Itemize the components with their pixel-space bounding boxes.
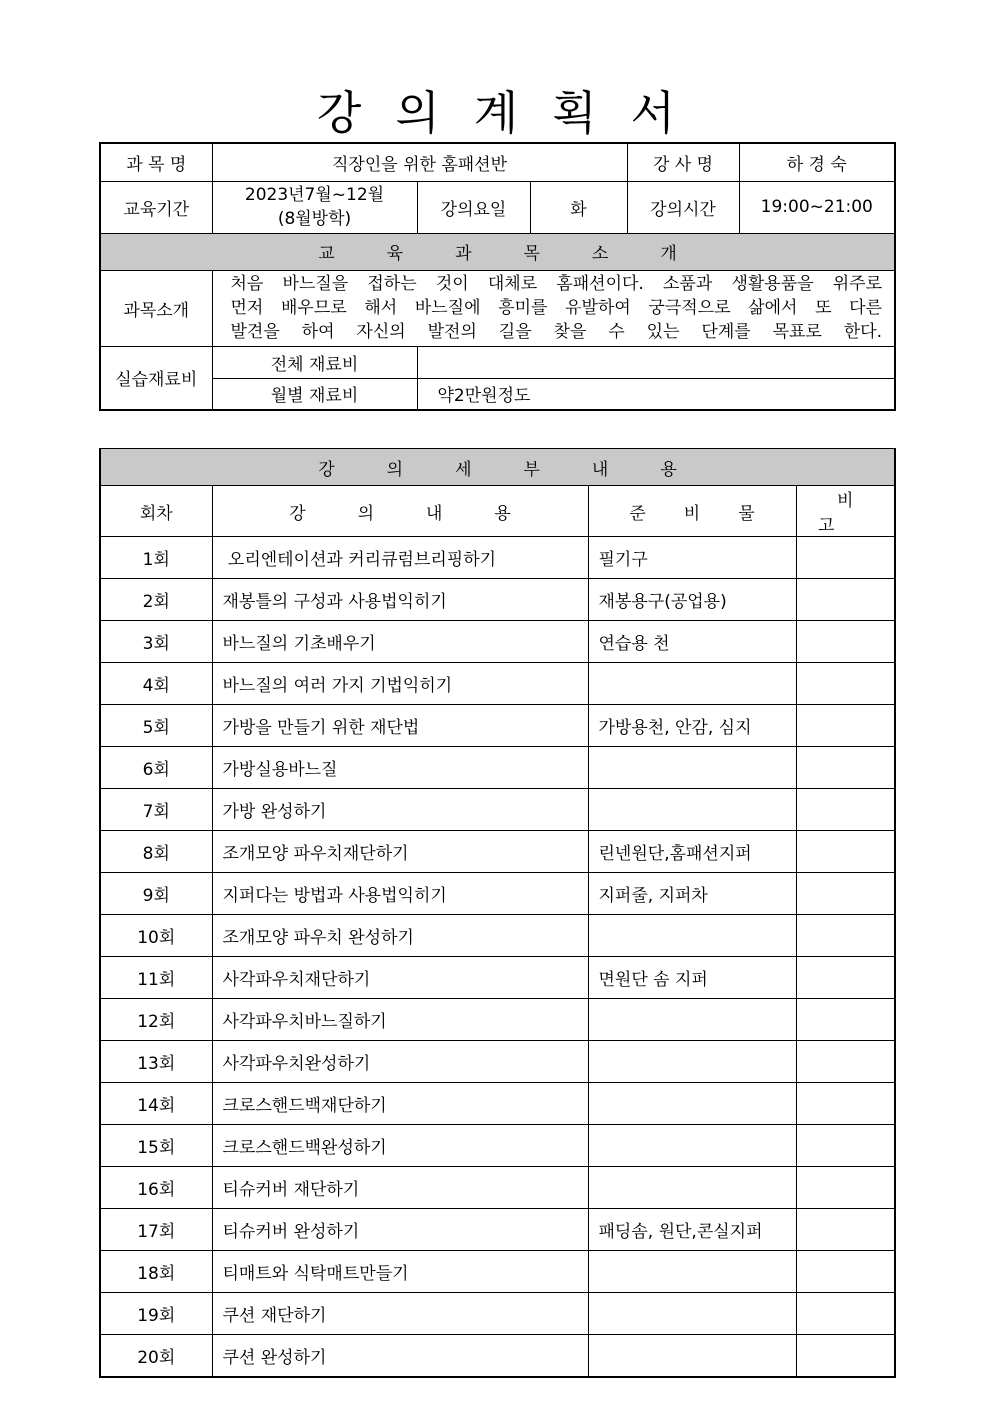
col-prep-header [588, 486, 796, 537]
time-value: 19:00~21:00 [739, 181, 895, 233]
round-cell: 4회 [100, 663, 212, 705]
content-cell: 조개모양 파우치 완성하기 [212, 915, 588, 957]
content-cell: 쿠션 재단하기 [212, 1293, 588, 1335]
table-row [100, 1251, 895, 1293]
content-cell: 티매트와 식탁매트만들기 [212, 1251, 588, 1293]
note-cell [796, 1335, 895, 1377]
round-cell: 5회 [100, 705, 212, 747]
round-cell: 8회 [100, 831, 212, 873]
table-row [100, 705, 895, 747]
note-cell [796, 663, 895, 705]
prep-cell: 패딩솜, 원단,콘실지퍼 [588, 1209, 796, 1251]
content-cell: 가방을 만들기 위한 재단법 [212, 705, 588, 747]
content-cell: 가방 완성하기 [212, 789, 588, 831]
note-cell [796, 747, 895, 789]
note-cell [796, 579, 895, 621]
table-row [100, 621, 895, 663]
lecture-detail-table [99, 448, 896, 1378]
round-cell: 6회 [100, 747, 212, 789]
intro-section-header-text: 교육과목소개 [318, 244, 729, 264]
content-cell: 쿠션 완성하기 [212, 1335, 588, 1377]
prep-cell [588, 1293, 796, 1335]
teacher-value: 하 경 숙 [739, 143, 895, 181]
prep-cell [588, 1251, 796, 1293]
intro-label: 과목소개 [100, 270, 212, 346]
round-cell: 7회 [100, 789, 212, 831]
round-cell: 10회 [100, 915, 212, 957]
prep-cell [588, 1335, 796, 1377]
col-content-header [212, 486, 588, 537]
round-cell: 17회 [100, 1209, 212, 1251]
table-row [100, 957, 895, 999]
course-name-value: 직장인을 위한 홈패션반 [212, 143, 627, 181]
prep-cell: 재봉용구(공업용) [588, 579, 796, 621]
round-cell: 20회 [100, 1335, 212, 1377]
prep-cell [588, 747, 796, 789]
prep-cell: 가방용천, 안감, 심지 [588, 705, 796, 747]
period-line-2: (8월방학) [277, 209, 352, 229]
table-row [100, 747, 895, 789]
round-cell: 14회 [100, 1083, 212, 1125]
note-cell [796, 1167, 895, 1209]
prep-cell [588, 915, 796, 957]
intro-text [212, 270, 895, 346]
intro-line-3: 발견을 하여 자신의 발전의 길을 찾을 수 있는 단계를 목표로 한다. [230, 322, 883, 342]
intro-line-1: 처음 바느질을 접하는 것이 대체로 홈패션이다. 소품과 생활용품을 위주로 [230, 274, 883, 294]
intro-section-header [100, 233, 895, 270]
prep-cell [588, 1167, 796, 1209]
col-note-header [796, 486, 895, 537]
prep-cell: 린넨원단,홈패션지퍼 [588, 831, 796, 873]
table-row [100, 1293, 895, 1335]
content-cell: 사각파우치재단하기 [212, 957, 588, 999]
note-cell [796, 705, 895, 747]
round-cell: 15회 [100, 1125, 212, 1167]
day-value: 화 [530, 181, 627, 233]
table-row [100, 579, 895, 621]
note-cell [796, 1083, 895, 1125]
materials-total-label: 전체 재료비 [212, 346, 417, 378]
round-cell: 2회 [100, 579, 212, 621]
prep-cell [588, 1125, 796, 1167]
table-row [100, 1209, 895, 1251]
detail-section-header-text: 강의세부내용 [318, 459, 729, 480]
prep-cell [588, 663, 796, 705]
round-cell: 13회 [100, 1041, 212, 1083]
round-cell: 3회 [100, 621, 212, 663]
period-line-1: 2023년7월~12월 [244, 185, 385, 205]
note-cell [796, 999, 895, 1041]
prep-cell [588, 1041, 796, 1083]
round-cell: 19회 [100, 1293, 212, 1335]
content-cell: 크로스핸드백완성하기 [212, 1125, 588, 1167]
note-cell [796, 831, 895, 873]
intro-line-2: 먼저 배우므로 해서 바느질에 흥미를 유발하여 궁극적으로 삶에서 또 다른 [230, 298, 883, 318]
content-cell: 바느질의 기초배우기 [212, 621, 588, 663]
round-cell: 12회 [100, 999, 212, 1041]
note-cell [796, 873, 895, 915]
materials-monthly-label: 월별 재료비 [212, 378, 417, 410]
note-cell [796, 957, 895, 999]
round-cell: 16회 [100, 1167, 212, 1209]
document-title: 강의계획서 [316, 86, 710, 140]
note-cell [796, 1209, 895, 1251]
content-cell: 티슈커버 재단하기 [212, 1167, 588, 1209]
table-row [100, 1083, 895, 1125]
prep-cell: 연습용 천 [588, 621, 796, 663]
note-cell [796, 1041, 895, 1083]
content-cell: 재봉틀의 구성과 사용법익히기 [212, 579, 588, 621]
table-row [100, 831, 895, 873]
table-row [100, 1335, 895, 1377]
prep-cell [588, 999, 796, 1041]
table-row [100, 1041, 895, 1083]
table-row [100, 873, 895, 915]
table-row [100, 789, 895, 831]
note-cell [796, 789, 895, 831]
content-cell: 지퍼다는 방법과 사용법익히기 [212, 873, 588, 915]
materials-total-value [417, 346, 895, 378]
note-cell [796, 1251, 895, 1293]
col-content-header-text: 강의내용 [289, 503, 563, 524]
round-cell: 1회 [100, 537, 212, 579]
note-cell [796, 1293, 895, 1335]
col-prep-header-text: 준비물 [629, 503, 793, 524]
prep-cell: 필기구 [588, 537, 796, 579]
prep-cell: 면원단 솜 지퍼 [588, 957, 796, 999]
teacher-label: 강 사 명 [627, 143, 739, 181]
course-info-table [99, 142, 896, 411]
prep-cell [588, 1083, 796, 1125]
content-cell: 가방실용바느질 [212, 747, 588, 789]
materials-label: 실습재료비 [100, 346, 212, 410]
col-note-header-text: 비고 [818, 491, 892, 536]
time-label: 강의시간 [627, 181, 739, 233]
table-row [100, 915, 895, 957]
round-cell: 18회 [100, 1251, 212, 1293]
table-row [100, 537, 895, 579]
note-cell [796, 1125, 895, 1167]
note-cell [796, 537, 895, 579]
round-cell: 11회 [100, 957, 212, 999]
period-label: 교육기간 [100, 181, 212, 233]
prep-cell [588, 789, 796, 831]
note-cell [796, 915, 895, 957]
content-cell: 사각파우치바느질하기 [212, 999, 588, 1041]
round-cell: 9회 [100, 873, 212, 915]
table-row [100, 1125, 895, 1167]
prep-cell: 지퍼줄, 지퍼차 [588, 873, 796, 915]
course-name-label: 과 목 명 [100, 143, 212, 181]
content-cell: 바느질의 여러 가지 기법익히기 [212, 663, 588, 705]
table-row [100, 663, 895, 705]
content-cell: 사각파우치완성하기 [212, 1041, 588, 1083]
note-cell [796, 621, 895, 663]
content-cell: 오리엔테이션과 커리큐럼브리핑하기 [212, 537, 588, 579]
content-cell: 조개모양 파우치재단하기 [212, 831, 588, 873]
table-row [100, 999, 895, 1041]
detail-section-header [100, 449, 895, 486]
day-label: 강의요일 [417, 181, 530, 233]
col-round-header: 회차 [100, 486, 212, 537]
period-value [212, 181, 417, 233]
content-cell: 크로스핸드백재단하기 [212, 1083, 588, 1125]
table-row [100, 1167, 895, 1209]
content-cell: 티슈커버 완성하기 [212, 1209, 588, 1251]
materials-monthly-value: 약2만원정도 [417, 378, 895, 410]
